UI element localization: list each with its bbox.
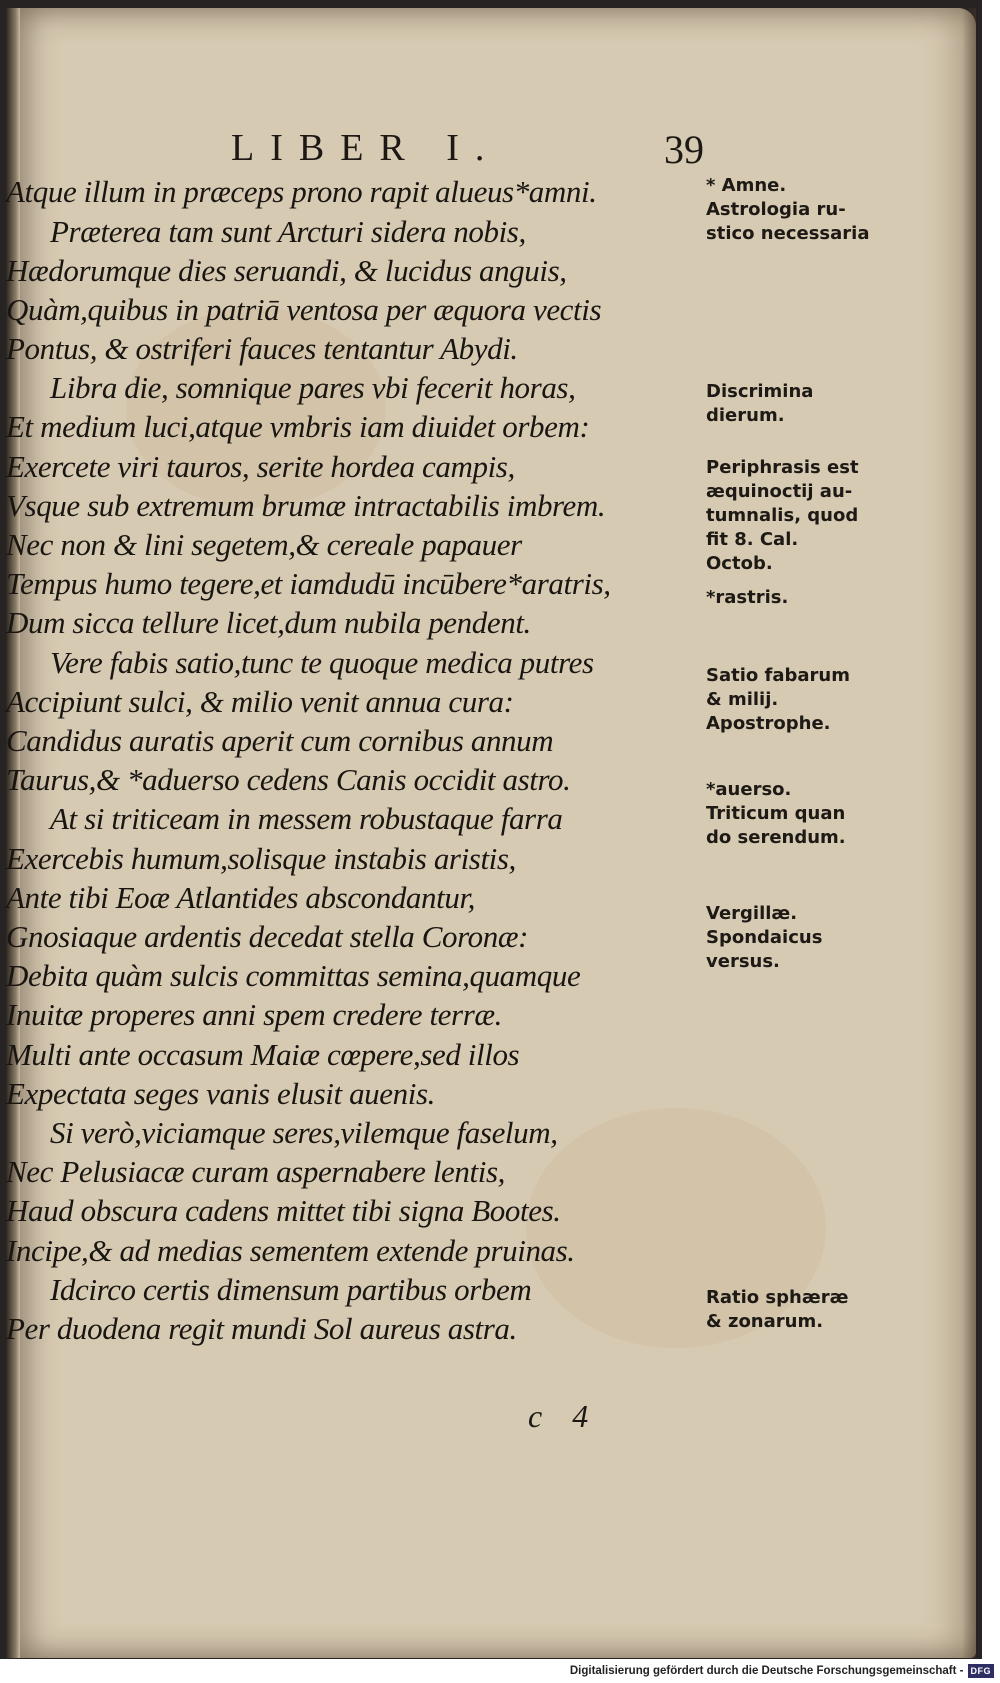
verse-line: Nec non & lini segetem,& cereale papauer (6, 527, 522, 562)
verse-line: Dum sicca tellure licet,dum nubila pendent. (6, 605, 531, 640)
margin-note-line: versus. (706, 951, 780, 972)
margin-note-line: Ratio sphæræ (706, 1287, 849, 1308)
verse-line: Vere fabis satio,tunc te quoque medica putres (50, 645, 594, 680)
verse-line: Exercebis humum,solisque instabis aristis, (6, 841, 516, 876)
verse-line: Debita quàm sulcis committas semina,quamque (6, 958, 581, 993)
footer-credit: Digitalisierung gefördert durch die Deutsche Forschungsgemeinschaft - (569, 1665, 964, 1677)
verse-line: Si verò,viciamque seres,vilemque faselum, (50, 1115, 558, 1150)
verse-line: Præterea tam sunt Arcturi sidera nobis, (50, 214, 526, 249)
verse-line: Per duodena regit mundi Sol aureus astra. (6, 1311, 517, 1346)
margin-note-line: Periphrasis est (706, 457, 859, 478)
dfg-logo-icon: DFG (968, 1664, 995, 1678)
margin-note-line: Spondaicus (706, 927, 823, 948)
margin-note (706, 778, 846, 850)
margin-note-line: Discrimina (706, 381, 814, 402)
margin-note-line: stico necessaria (706, 223, 870, 244)
verse-line: Gnosiaque ardentis decedat stella Coronæ: (6, 919, 529, 954)
margin-note-line: Astrologia ru- (706, 199, 846, 220)
verse-line: Incipe,& ad medias sementem extende pruinas. (6, 1233, 575, 1268)
digitization-footer (570, 1661, 994, 1681)
margin-note (706, 586, 788, 610)
verse-line: Taurus,& *aduerso cedens Canis occidit astro. (6, 762, 571, 797)
margin-note-line: Satio fabarum (706, 665, 850, 686)
margin-note-line: do serendum. (706, 827, 846, 848)
margin-note (706, 1286, 848, 1334)
verse-line: Hædorumque dies seruandi, & lucidus anguis, (6, 253, 567, 288)
margin-note-line: dierum. (706, 405, 785, 426)
verse-line: Nec Pelusiacæ curam aspernabere lentis, (6, 1154, 505, 1189)
running-head: LIBER I. (231, 127, 501, 169)
verse-line: Haud obscura cadens mittet tibi signa Bootes. (6, 1193, 561, 1228)
verse-line: Idcirco certis dimensum partibus orbem (50, 1272, 532, 1307)
margin-note-line: fit 8. Cal. (706, 529, 799, 550)
margin-note-line: Vergillæ. (706, 903, 798, 924)
margin-note-line: tumnalis, quod (706, 505, 859, 526)
margin-note (706, 174, 869, 246)
verse-line: Expectata seges vanis elusit auenis. (6, 1076, 435, 1111)
verse-line: Candidus auratis aperit cum cornibus annum (6, 723, 554, 758)
margin-note-line: *auerso. (706, 779, 792, 800)
margin-note-line: Triticum quan (706, 803, 846, 824)
margin-note-line: Apostrophe. (706, 713, 831, 734)
verse-line: Accipiunt sulci, & milio venit annua cura: (6, 684, 514, 719)
margin-note-line: Octob. (706, 553, 773, 574)
book-page (6, 8, 976, 1658)
verse-line: Quàm,quibus in patriā ventosa per æquora vectis (6, 292, 602, 327)
margin-note (706, 380, 813, 428)
verse-line: Vsque sub extremum brumæ intractabilis imbrem. (6, 488, 606, 523)
verse-line: Inuitæ properes anni spem credere terræ. (6, 997, 502, 1032)
verse-line: Et medium luci,atque vmbris iam diuidet orbem: (6, 409, 590, 444)
margin-note-line: & milij. (706, 689, 779, 710)
verse-line: Atque illum in præceps prono rapit alueus*amni. (6, 174, 597, 209)
margin-note-line: æquinoctij au- (706, 481, 853, 502)
verse-line: Multi ante occasum Maiæ cœpere,sed illos (6, 1037, 520, 1072)
verse-line: Tempus humo tegere,et iamdudū incūbere*aratris, (6, 566, 611, 601)
margin-note (706, 664, 850, 736)
verse-line: At si triticeam in messem robustaque farra (50, 801, 563, 836)
margin-note-line: * Amne. (706, 175, 787, 196)
verse-line: Exercete viri tauros, serite hordea campis, (6, 449, 515, 484)
signature-mark: c 4 (528, 1398, 589, 1434)
margin-note (706, 456, 859, 576)
margin-note-line: & zonarum. (706, 1311, 824, 1332)
verse-line: Pontus, & ostriferi fauces tentantur Abydi. (6, 331, 518, 366)
page-number: 39 (664, 127, 704, 172)
page-edge-shadow (962, 8, 976, 1658)
verse-line: Libra die, somnique pares vbi fecerit horas, (50, 370, 576, 405)
page-header (6, 126, 976, 176)
verse-line: Ante tibi Eoæ Atlantides abscondantur, (6, 880, 476, 915)
margin-note-line: *rastris. (706, 587, 789, 608)
margin-note (706, 902, 822, 974)
